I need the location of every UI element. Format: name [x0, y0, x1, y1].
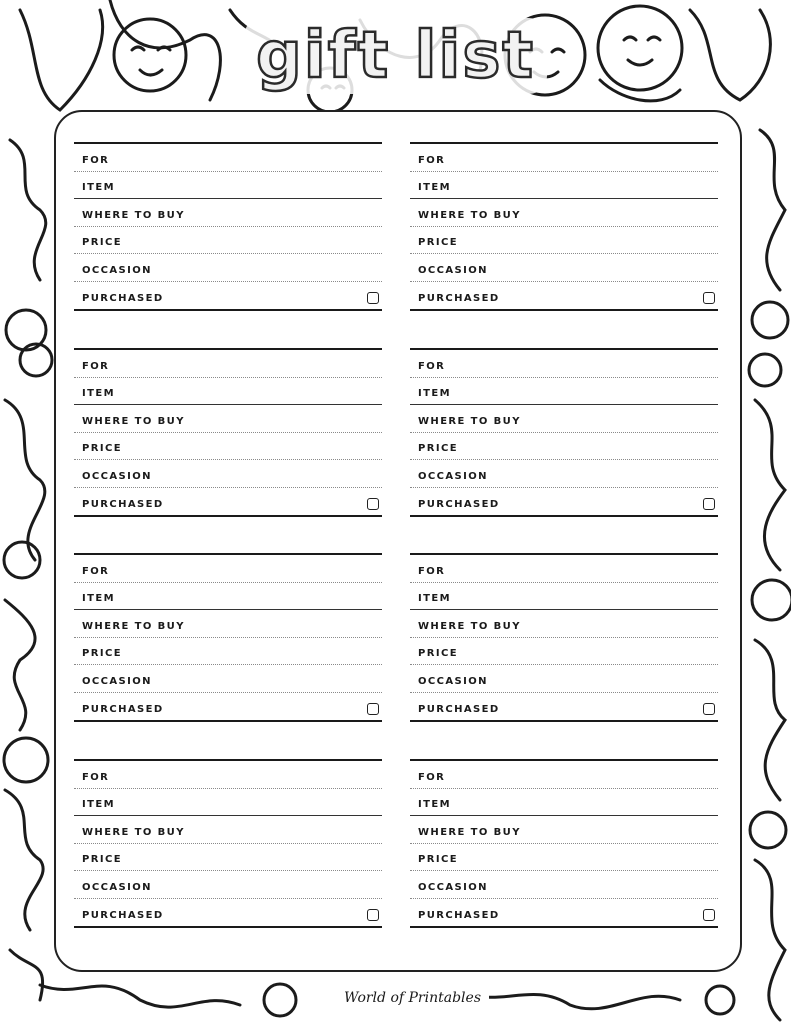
- purchased-row: [410, 693, 718, 721]
- purchased-checkbox[interactable]: [703, 909, 715, 921]
- gift-card-7: [74, 759, 382, 928]
- where-to-buy-row[interactable]: [410, 816, 718, 844]
- purchased-checkbox[interactable]: [367, 703, 379, 715]
- purchased-label: PURCHASED: [82, 704, 164, 715]
- occasion-label: OCCASION: [418, 264, 488, 276]
- gift-card-2: [410, 142, 718, 311]
- price-label: PRICE: [418, 854, 458, 865]
- price-row[interactable]: [410, 227, 718, 255]
- occasion-label: OCCASION: [418, 881, 488, 893]
- for-row[interactable]: [410, 761, 718, 789]
- gift-card-grid: [74, 142, 718, 932]
- price-label: PRICE: [418, 648, 458, 659]
- title-banner: [0, 18, 791, 94]
- where-to-buy-label: WHERE TO BUY: [82, 209, 185, 221]
- for-row[interactable]: [74, 761, 382, 789]
- where-to-buy-label: WHERE TO BUY: [82, 826, 185, 838]
- price-row[interactable]: [410, 433, 718, 461]
- purchased-checkbox[interactable]: [703, 498, 715, 510]
- for-label: FOR: [418, 154, 446, 166]
- purchased-checkbox[interactable]: [367, 498, 379, 510]
- price-label: PRICE: [418, 237, 458, 248]
- price-row[interactable]: [74, 227, 382, 255]
- item-label: ITEM: [418, 799, 451, 810]
- item-label: ITEM: [82, 593, 115, 604]
- for-row[interactable]: [410, 555, 718, 583]
- gift-card-3: [74, 348, 382, 517]
- item-label: ITEM: [82, 182, 115, 193]
- price-label: PRICE: [82, 648, 122, 659]
- item-row[interactable]: [410, 789, 718, 817]
- item-label: ITEM: [418, 388, 451, 399]
- price-row[interactable]: [410, 844, 718, 872]
- occasion-label: OCCASION: [418, 470, 488, 482]
- gift-card-6: [410, 553, 718, 722]
- purchased-label: PURCHASED: [418, 499, 500, 510]
- purchased-row: [74, 899, 382, 927]
- item-row[interactable]: [410, 583, 718, 611]
- purchased-label: PURCHASED: [418, 704, 500, 715]
- for-row[interactable]: [74, 144, 382, 172]
- occasion-row[interactable]: [410, 460, 718, 488]
- where-to-buy-label: WHERE TO BUY: [82, 415, 185, 427]
- price-row[interactable]: [74, 638, 382, 666]
- where-to-buy-row[interactable]: [74, 199, 382, 227]
- for-label: FOR: [418, 771, 446, 783]
- occasion-row[interactable]: [410, 871, 718, 899]
- gift-card-4: [410, 348, 718, 517]
- for-label: FOR: [82, 771, 110, 783]
- item-label: ITEM: [82, 799, 115, 810]
- purchased-label: PURCHASED: [418, 293, 500, 304]
- for-label: FOR: [82, 360, 110, 372]
- item-row[interactable]: [74, 789, 382, 817]
- price-row[interactable]: [74, 844, 382, 872]
- item-row[interactable]: [410, 378, 718, 406]
- purchased-checkbox[interactable]: [367, 909, 379, 921]
- purchased-row: [74, 693, 382, 721]
- where-to-buy-label: WHERE TO BUY: [82, 620, 185, 632]
- where-to-buy-label: WHERE TO BUY: [418, 415, 521, 427]
- where-to-buy-row[interactable]: [74, 405, 382, 433]
- purchased-checkbox[interactable]: [703, 292, 715, 304]
- item-row[interactable]: [410, 172, 718, 200]
- price-row[interactable]: [74, 433, 382, 461]
- purchased-row: [410, 282, 718, 310]
- occasion-label: OCCASION: [82, 264, 152, 276]
- purchased-label: PURCHASED: [82, 499, 164, 510]
- price-label: PRICE: [82, 237, 122, 248]
- where-to-buy-row[interactable]: [410, 610, 718, 638]
- brand-watermark: World of Printables: [336, 984, 489, 1012]
- price-label: PRICE: [82, 854, 122, 865]
- gift-card-8: [410, 759, 718, 928]
- where-to-buy-row[interactable]: [410, 199, 718, 227]
- purchased-checkbox[interactable]: [367, 292, 379, 304]
- occasion-label: OCCASION: [82, 675, 152, 687]
- purchased-row: [74, 488, 382, 516]
- gift-card-1: [74, 142, 382, 311]
- for-row[interactable]: [410, 350, 718, 378]
- purchased-row: [74, 282, 382, 310]
- gift-card-5: [74, 553, 382, 722]
- for-row[interactable]: [410, 144, 718, 172]
- purchased-label: PURCHASED: [82, 293, 164, 304]
- item-label: ITEM: [418, 593, 451, 604]
- page-title: gift list: [244, 18, 547, 94]
- for-label: FOR: [418, 360, 446, 372]
- occasion-row[interactable]: [74, 460, 382, 488]
- for-row[interactable]: [74, 350, 382, 378]
- occasion-row[interactable]: [74, 871, 382, 899]
- price-row[interactable]: [410, 638, 718, 666]
- purchased-row: [410, 899, 718, 927]
- occasion-row[interactable]: [74, 665, 382, 693]
- purchased-label: PURCHASED: [418, 910, 500, 921]
- where-to-buy-row[interactable]: [74, 610, 382, 638]
- price-label: PRICE: [418, 443, 458, 454]
- purchased-checkbox[interactable]: [703, 703, 715, 715]
- occasion-row[interactable]: [410, 254, 718, 282]
- purchased-label: PURCHASED: [82, 910, 164, 921]
- item-row[interactable]: [74, 583, 382, 611]
- for-label: FOR: [82, 154, 110, 166]
- item-label: ITEM: [418, 182, 451, 193]
- occasion-row[interactable]: [74, 254, 382, 282]
- item-row[interactable]: [74, 172, 382, 200]
- where-to-buy-row[interactable]: [74, 816, 382, 844]
- where-to-buy-label: WHERE TO BUY: [418, 826, 521, 838]
- for-label: FOR: [82, 565, 110, 577]
- item-label: ITEM: [82, 388, 115, 399]
- where-to-buy-label: WHERE TO BUY: [418, 620, 521, 632]
- occasion-label: OCCASION: [418, 675, 488, 687]
- where-to-buy-label: WHERE TO BUY: [418, 209, 521, 221]
- where-to-buy-row[interactable]: [410, 405, 718, 433]
- occasion-row[interactable]: [410, 665, 718, 693]
- for-row[interactable]: [74, 555, 382, 583]
- item-row[interactable]: [74, 378, 382, 406]
- occasion-label: OCCASION: [82, 470, 152, 482]
- purchased-row: [410, 488, 718, 516]
- for-label: FOR: [418, 565, 446, 577]
- occasion-label: OCCASION: [82, 881, 152, 893]
- price-label: PRICE: [82, 443, 122, 454]
